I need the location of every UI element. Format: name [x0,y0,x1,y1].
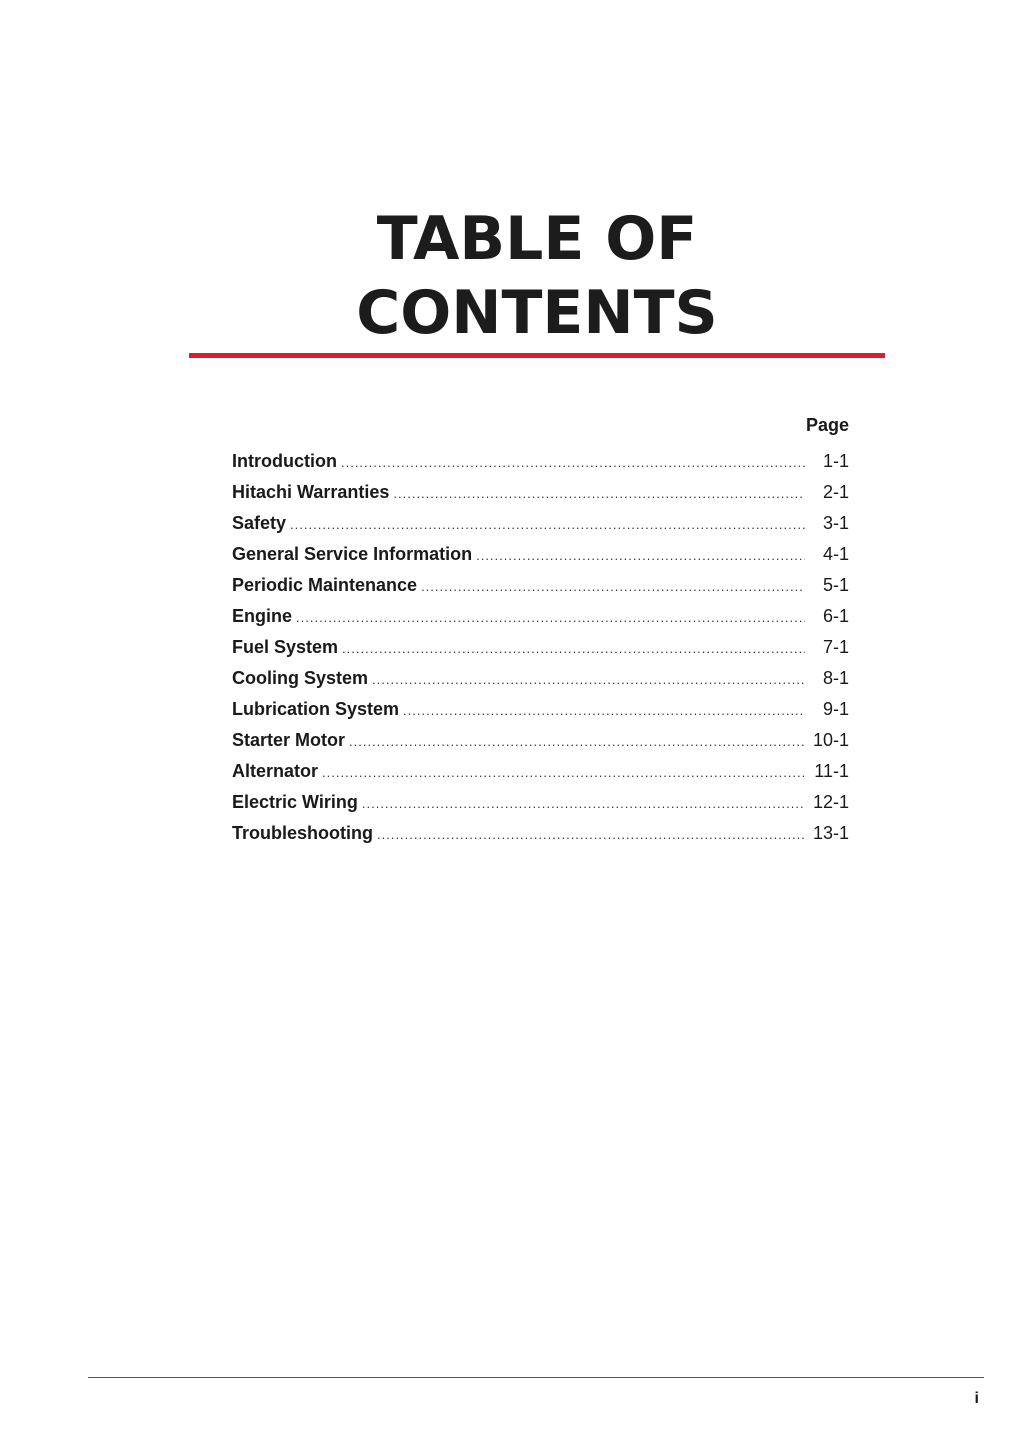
toc-entry-page: 7-1 [822,637,849,657]
dot-leader [290,509,805,540]
toc-entry-lubrication-system[interactable] [232,694,849,725]
dot-leader [403,695,805,726]
toc-entry-label: Fuel System [232,637,339,657]
title-line-1: TABLE OF [376,204,698,274]
toc-entry-label: Cooling System [232,668,369,688]
dot-leader [341,447,805,478]
toc-entry-label: Troubleshooting [232,823,373,843]
toc-entry-label: Alternator [232,761,319,781]
toc-entry-alternator[interactable] [232,756,849,787]
dot-leader [372,664,805,695]
toc-entry-electric-wiring[interactable] [232,787,849,818]
toc-entry-page: 4-1 [822,544,849,564]
toc-entry-starter-motor[interactable] [232,725,849,756]
title-underline-rule [189,353,885,358]
toc-entry-page: 6-1 [822,606,849,626]
toc-entry-label: Periodic Maintenance [232,575,418,595]
toc-entry-safety[interactable] [232,508,849,539]
toc-entry-engine[interactable] [232,601,849,632]
toc-entry-label: Lubrication System [232,699,400,719]
table-of-contents [232,410,849,849]
toc-entry-page: 3-1 [822,513,849,533]
toc-entry-label: Safety [232,513,287,533]
footer-rule [88,1377,984,1378]
toc-entry-page: 9-1 [822,699,849,719]
toc-entry-page: 12-1 [812,792,849,812]
toc-entry-page: 2-1 [822,482,849,502]
dot-leader [349,726,805,757]
footer-page-number: i [974,1390,979,1407]
dot-leader [393,478,805,509]
toc-entry-label: Hitachi Warranties [232,482,390,502]
dot-leader [342,633,805,664]
toc-entry-page: 13-1 [812,823,849,843]
toc-entry-general-service-information[interactable] [232,539,849,570]
dot-leader [322,757,805,788]
dot-leader [362,788,805,819]
page-title [0,202,1024,350]
toc-entry-hitachi-warranties[interactable] [232,477,849,508]
toc-entry-page: 1-1 [822,451,849,471]
dot-leader [476,540,805,571]
toc-entry-page: 5-1 [822,575,849,595]
toc-entry-troubleshooting[interactable] [232,818,849,849]
toc-entry-label: Electric Wiring [232,792,358,812]
page-column-header: Page [805,415,849,435]
title-line-2: CONTENTS [356,278,718,348]
dot-leader [421,571,805,602]
toc-entry-introduction[interactable] [232,446,849,477]
toc-entry-page: 11-1 [814,761,849,781]
toc-entry-label: General Service Information [232,544,473,564]
dot-leader [377,819,805,850]
toc-entry-label: Engine [232,606,293,626]
toc-entry-page: 8-1 [822,668,849,688]
toc-entry-label: Starter Motor [232,730,346,750]
toc-entry-page: 10-1 [812,730,849,750]
toc-entry-fuel-system[interactable] [232,632,849,663]
toc-entry-label: Introduction [232,451,337,471]
toc-entry-cooling-system[interactable] [232,663,849,694]
dot-leader [296,602,805,633]
toc-entry-periodic-maintenance[interactable] [232,570,849,601]
